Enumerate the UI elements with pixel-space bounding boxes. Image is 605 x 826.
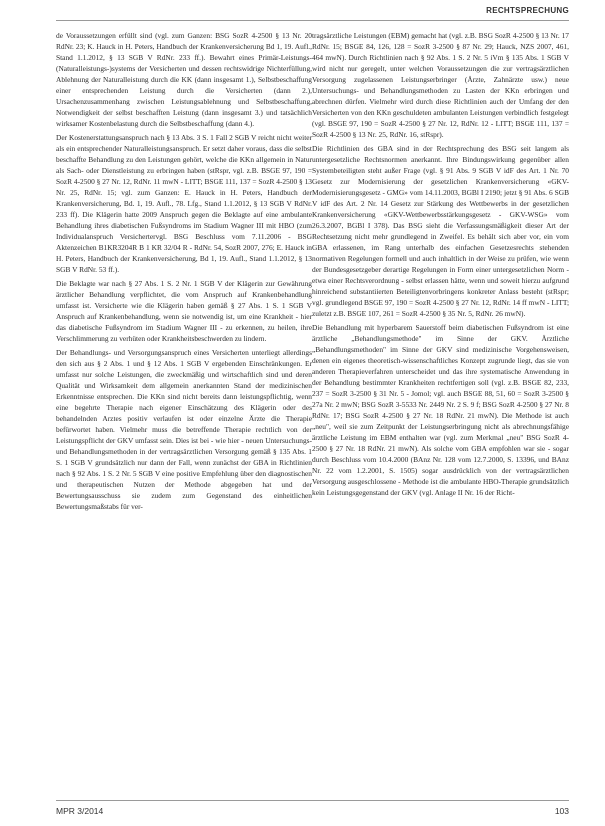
right-column xyxy=(312,30,569,498)
journal-issue: MPR 3/2014 xyxy=(56,806,104,816)
paragraph: Die Behandlung mit hyperbarem Sauerstoff beim diabetischen Fußsyndrom ist eine ärztliche „Behandlungsmethode" im Sinne der GKV. Ärztliche „Behandlungsmethoden" im Sinne der GKV sind medizinische Vorgehensweisen, denen ein eigenes theoretisch-wissenschaftliches Konzept zugrunde liegt, das sie von anderen Therapieverfahren unterscheidet und das ihre systematische Anwendung in der Behandlung bestimmter Krankheiten rechtfertigen soll (vgl. z.B. BSGE 82, 233, 237 = SozR 3-2500 § 31 Nr. 5 - Jomol; vgl. auch BSGE 88, 51, 60 = SozR 3-2500 § 27a Nr. 2 mwN; BSG SozR 3-5533 Nr. 2449 Nr. 2 S. 9 f; BSG SozR 4-2500 § 27 Nr. 8 RdNr. 17; BSG SozR 4-2500 § 27 Nr. 18 RdNr. 21 mwN). Die Methode ist auch „neu", weil sie zum Zeitpunkt der Leistungserbringung nicht als abrechnungsfähige ärztliche Leistung im EBM enthalten war (vgl. zum Merkmal „neu" BSG SozR 4-2500 § 27 Nr. 18 RdNr. 21 mwN). Als solche vom GBA empfohlen war sie - sogar durch Beschluss vom 10.4.2000 (BAnz Nr. 128 vom 12.7.2000, S. 13396, und BAnz Nr. 22 vom 1.2.2001, S. 1505) sogar ausdrücklich von der vertragsärztlichen Versorgung ausgeschlossene - Methode ist die ambulante HBO-Therapie grundsätzlich kein Leistungsgegenstand der GKV (vgl. Anlage II Nr. 16 der Richt- xyxy=(312,323,569,497)
paragraph: Die Beklagte war nach § 27 Abs. 1 S. 2 Nr. 1 SGB V der Klägerin zur Gewährung ärztlicher Behandlung verpflichtet, die vom Anspruch auf Krankenbehandlung umfasst ist. Versicherte wie die Klägerin haben gemäß § 27 Abs. 1 S. 1 SGB V Anspruch auf Krankenbehandlung, wenn sie notwendig ist, um eine Krankheit - hier das diabetische Fußsyndrom im Stadium Wagner III - zu erkennen, zu heilen, ihre Verschlimmerung zu verhüten oder Krankheitsbeschwerden zu lindern. xyxy=(56,279,312,343)
paragraph: Der Kostenerstattungsanspruch nach § 13 Abs. 3 S. 1 Fall 2 SGB V reicht nicht weiter als ein entsprechender Naturalleistungsanspruch. Er setzt daher voraus, dass die selbst beschaffte Behandlung zu den Leistungen gehört, welche die KKn allgemein in Natur als Sach- oder Dienstleistung zu erbringen haben (stRspr, vgl. z.B. BSGE 97, 190 = SozR 4-2500 § 27 Nr. 12, RdNr. 11 mwN - LITT; BSGE 111, 137 = SozR 4-2500 § 13 Nr. 25, RdNr. 15; vgl. zum Ganzen: E. Hauck in H. Peters, Handbuch der Krankenversicherung, Bd. 1, 19. Aufl., 78. Lfg., Stand 1.1.2012, § 13 SGB V RdNr. 233 ff). Die Klägerin hatte 2009 Anspruch gegen die Beklagte auf eine ambulante Behandlung ihres diabetischen Fußsyndroms im Stadium Wagner III mit HBO (zum Individualanspruch Versichertervgl. BSG Beschluss vom 7.11.2006 - BSG Aktenzeichen B1KR3204R B 1 KR 32/04 R - RdNr. 54, SozR 2007, 276; E. Hauck in H. Peters, Handbuch der Krankenversicherung, Bd 1, 19. Aufl., Stand 1.1.2012, § 13 SGB V RdNr. 53 ff.). xyxy=(56,133,312,274)
footer-rule xyxy=(56,800,569,801)
paragraph: Der Behandlungs- und Versorgungsanspruch eines Versicherten unterliegt allerdings den sich aus § 2 Abs. 1 und § 12 Abs. 1 SGB V ergebenden Einschränkungen. Er umfasst nur solche Leistungen, die zweckmäßig und wirtschaftlich sind und deren Qualität und Wirksamkeit dem allgemein anerkannten Stand der medizinischen Erkenntnisse entsprechen. Die KKn sind nicht bereits dann leistungspflichtig, wenn eine begehrte Therapie nach eigener Einschätzung des Klägerin oder des behandelnden Arztes positiv verlaufen ist oder einzelne Ärzte die Therapie befürwortet haben. Vielmehr muss die betreffende Therapie rechtlich von der Leistungspflicht der GKV umfasst sein. Dies ist bei - wie hier - neuen Untersuchungs- und Behandlungsmethoden in der vertragsärztlichen Versorgung gemäß § 135 Abs. 1 S. 1 SGB V grundsätzlich nur dann der Fall, wenn zunächst der GBA in Richtlinien nach § 92 Abs. 1 S. 2 Nr. 5 SGB V eine positive Empfehlung über den diagnostischen und therapeutischen Nutzen der Methode abgegeben hat und der Bewertungsausschuss sie zudem zum Gegenstand des einheitlichen Bewertungsmaßstabs für ver- xyxy=(56,348,312,511)
running-head: RECHTSPRECHUNG xyxy=(486,6,569,15)
header-rule xyxy=(56,20,569,21)
page-number: 103 xyxy=(554,806,569,816)
left-column xyxy=(56,30,312,512)
paragraph: de Voraussetzungen erfüllt sind (vgl. zum Ganzen: BSG SozR 4-2500 § 13 Nr. 20 RdNr. 23; K. Hauck in H. Peters, Handbuch der Krankenversicherung Bd 1, 19. Aufl., Stand 1.1.2012, § 13 SGB V RdNr. 233 ff.). Bewahrt eines Primär-Leistungs-(Naturalleistungs-)systems der Versicherten und dessen rechtswidrige Nichterfüllung, Ablehnung der Naturalleistung durch die KK (dann insgesamt 1.), Selbstbeschaffung einer entsprechenden Leistung durch die Versicherten (dann 2.), Ursachenzusammenhang zwischen Leistungsablehnung und Selbstbeschaffung, Notwendigkeit der selbst beschafften Leistung (dann insgesamt 3.) und tatsächlich wirksamer Kostenbelastung durch die Selbstbeschaffung (dann 4.). xyxy=(56,31,312,128)
paragraph: tragsärztliche Leistungen (EBM) gemacht hat (vgl. z.B. BSG SozR 4-2500 § 13 Nr. 17 RdNr. 15; BSGE 84, 126, 128 = SozR 3-2500 § 87 Nr. 29; Hauck, NZS 2007, 461, 464 mwN). Durch Richtlinien nach § 92 Abs. 1 S. 2 Nr. 5 iVm § 135 Abs. 1 SGB V wird nicht nur geregelt, unter welchen Voraussetzungen die zur vertragsärztlichen Versorgung zugelassenen Leistungserbringer (Ärzte, Zahnärzte usw.) neue Untersuchungs- und Behandlungsmethoden zu Lasten der KKn erbringen und abrechnen dürfen. Vielmehr wird durch diese Richtlinien auch der Umfang der den Versicherten von den KKn geschuldeten ambulanten Leistungen verbindlich festgelegt (vgl. BSGE 97, 190 = SozR 4-2500 § 27 Nr. 12, RdNr. 12 - LITT; BSGE 111, 137 = SozR 4-2500 § 13 Nr. 25, RdNr. 16, stRspr). xyxy=(312,31,569,139)
paragraph: Die Richtlinien des GBA sind in der Rechtsprechung des BSG seit langem als untergesetzliche Rechtsnormen anerkannt. Ihre Bindungswirkung gegenüber allen Systembeteiligten steht außer Frage (vgl. § 91 Abs. 9 SGB V idF des Art. 1 Nr. 70 Gesetz zur Modernisierung der gesetzlichen Krankenversicherung «GKV-Modernisierungsgesetz - GMG» vom 14.11.2003, BGBl I 2190; jetzt § 91 Abs. 6 SGB V idF des Art. 2 Nr. 14 Gesetz zur Stärkung des Wettbewerbs in der gesetzlichen Krankenversicherung «GKV-Wettbewerbsstärkungsgesetz - GKV-WSG» vom 26.3.2007, BGBl I 378). Das BSG sieht die Verfassungsmäßigkeit dieser Art der Rechtsetzung nicht mehr grundlegend in Zweifel. Es behält sich aber vor, ein vom GBA erlassenen, im Rang unterhalb des einfachen Gesetzesrechts stehenden normativen Regelungen formell und auch inhaltlich in der Weise zu prüfen, wie wenn der Bundesgesetzgeber derartige Regelungen in Form einer untergesetzlichen Norm - etwa einer Rechtsverordnung - selbst erlassen hätte, wenn und soweit hierzu aufgrund hinreichend substantiierten Beteiligtenvorbringens konkreter Anlass besteht (stRspr; vgl. grundlegend BSGE 97, 190 = SozR 4-2500 § 27 Nr. 12, RdNr. 14 ff mwN - LITT; zuletzt z.B. BSGE 107, 261 = SozR 4-2500 § 35 Nr. 5, RdNr. 26 mwN). xyxy=(312,144,569,318)
